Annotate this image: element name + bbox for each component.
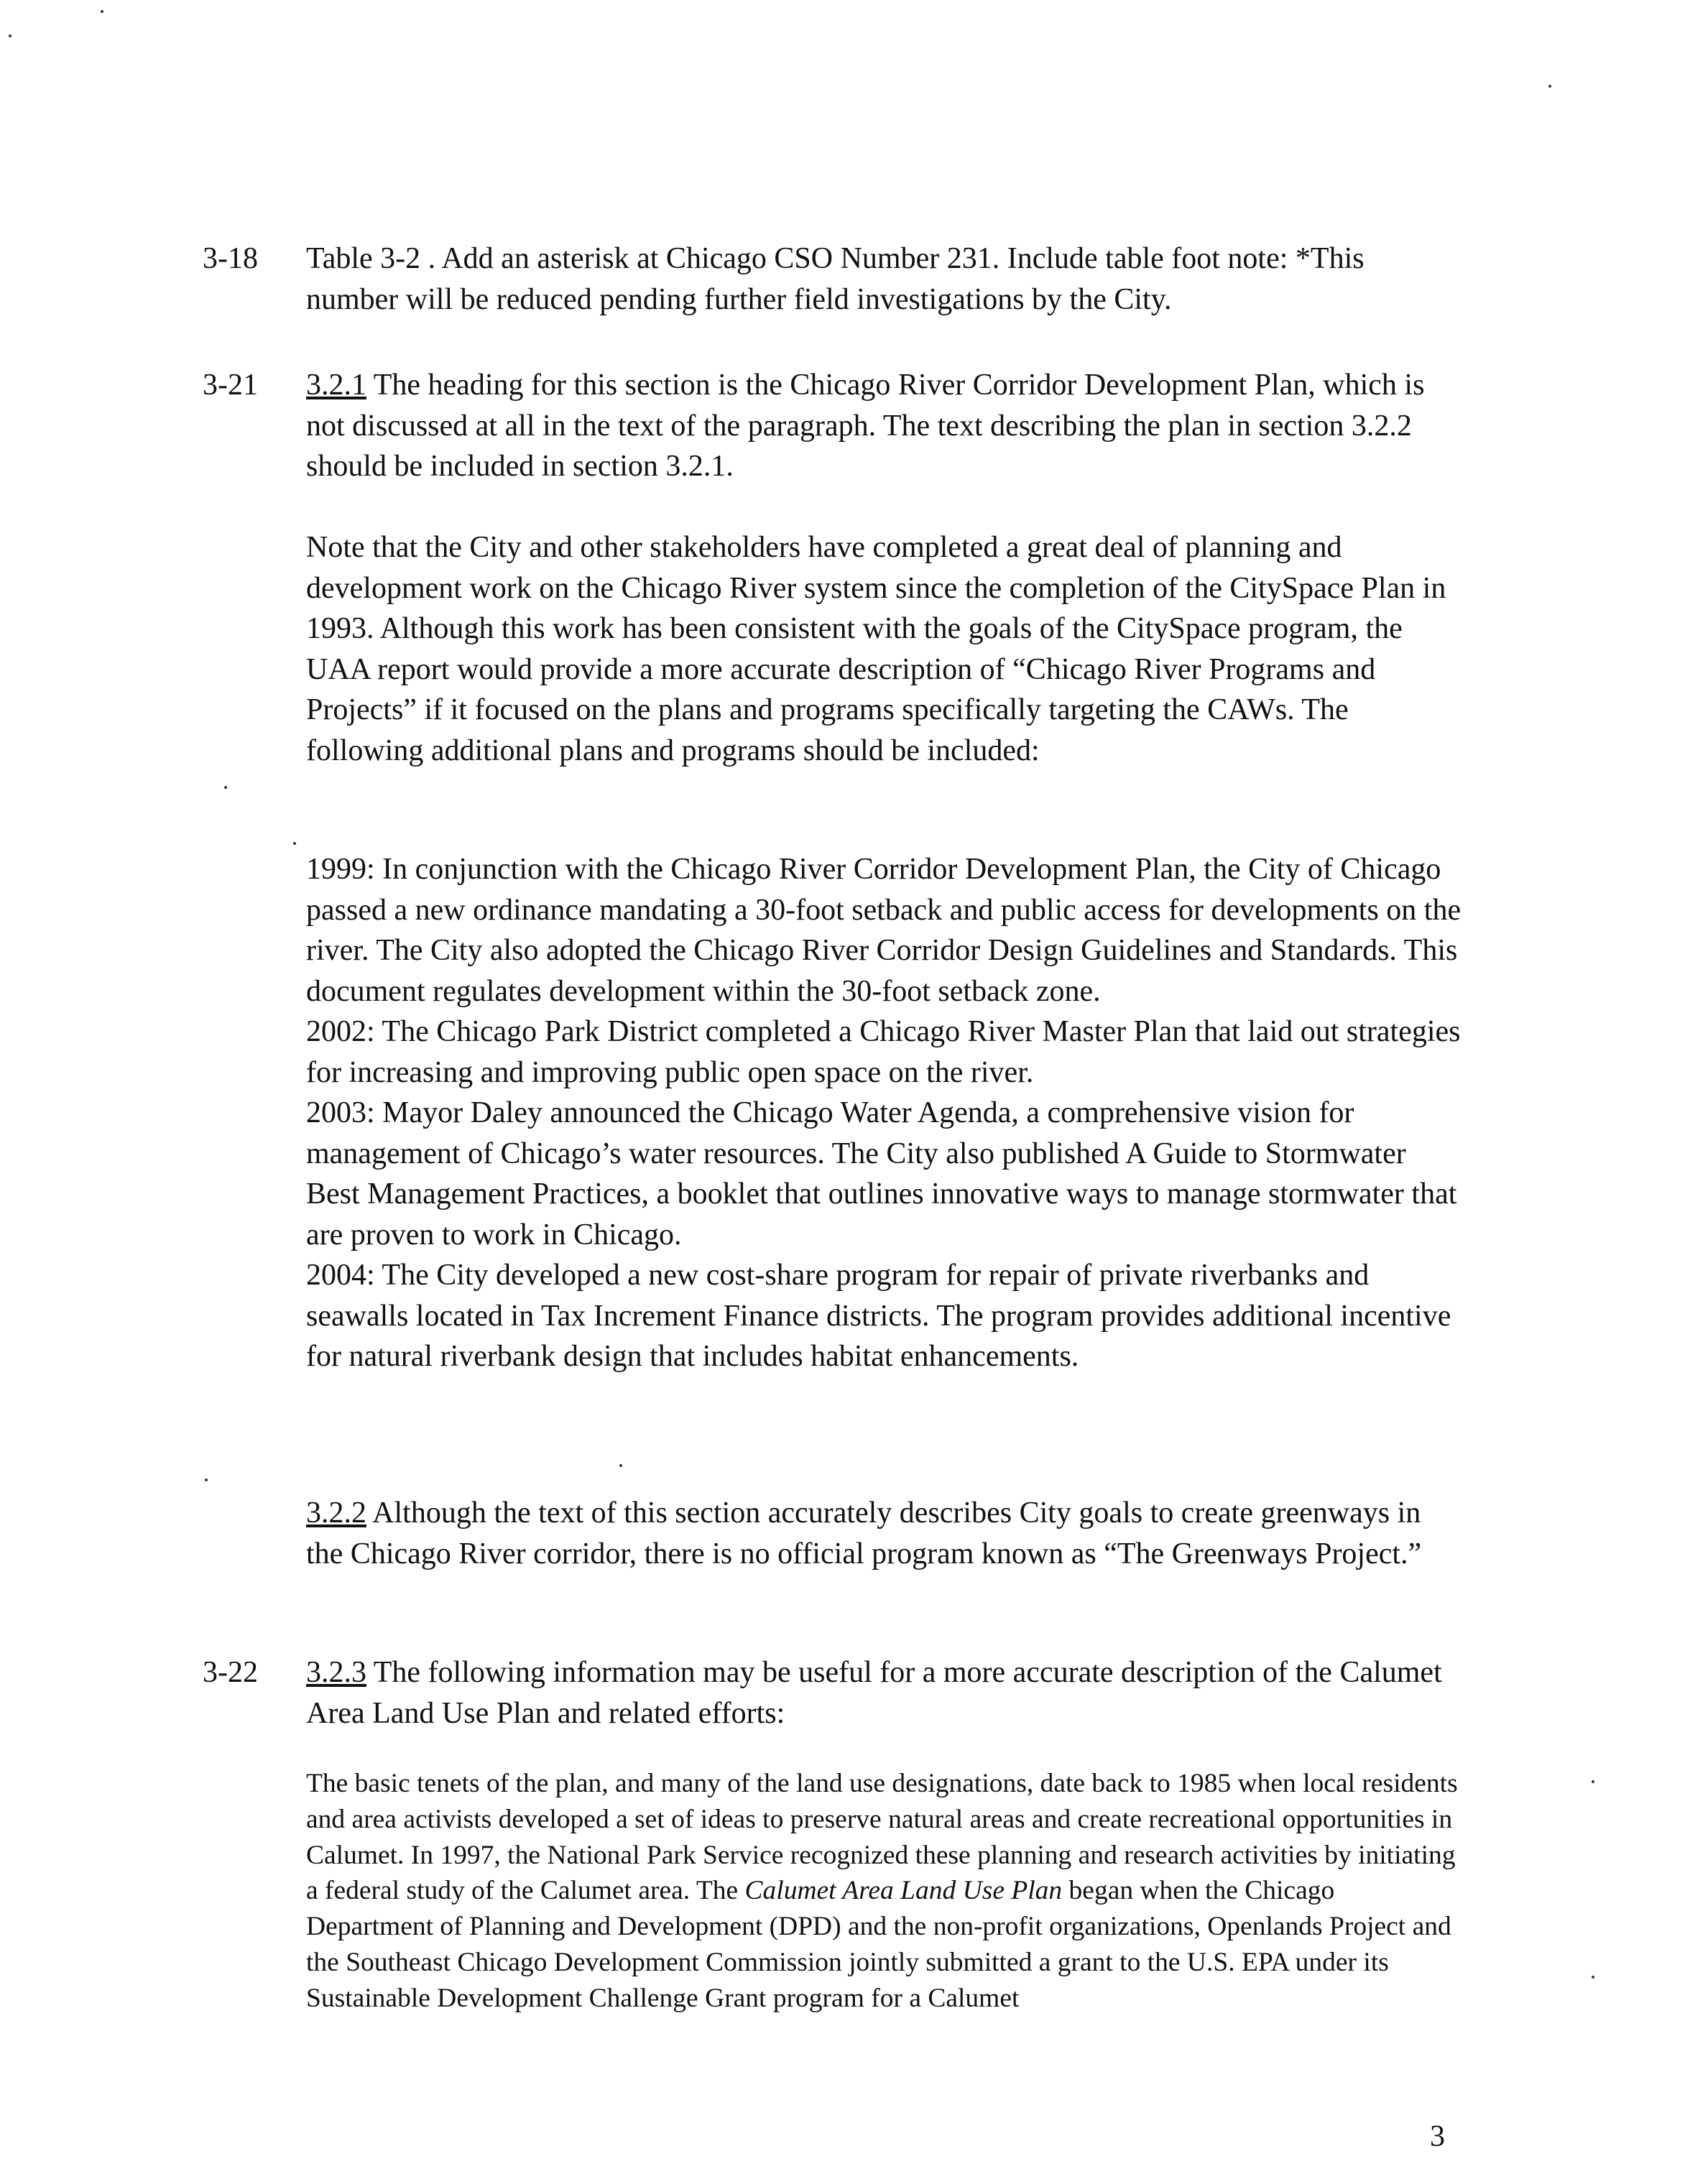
timeline-entry-2003: 2003: Mayor Daley announced the Chicago Water Agenda, a comprehensive vision for management of Chicago’s water resources. The City also published A Guide to Stormwater Best Management Practices, a booklet that outlines innovative ways to manage stormwater that are proven to work in Chicago.: [306, 1096, 1457, 1251]
section-3-2-3: [306, 1652, 1463, 1734]
section-ref-3-2-2: 3.2.2: [306, 1496, 366, 1530]
scan-speck: [205, 1479, 208, 1481]
note-paragraph: [306, 527, 1463, 771]
timeline-entry-2002: 2002: The Chicago Park District completed a Chicago River Master Plan that laid out strategies for increasing and improving public open space on the river.: [306, 1015, 1461, 1089]
note-text: Note that the City and other stakeholders have completed a great deal of planning and development work on the Chicago River system since the completion of the CitySpace Plan in 1993. Although this work has been consistent with the goals of the CitySpace program, the UAA report would provide a more accurate description of “Chicago River Programs and Projects” if it focused on the plans and programs specifically targeting the CAWs. The following additional plans and programs should be included:: [306, 531, 1446, 767]
comment-3-18: [306, 239, 1463, 320]
scan-speck: [619, 1464, 622, 1467]
page-ref-3-22: 3-22: [203, 1656, 258, 1689]
section-ref-3-2-3: 3.2.3: [306, 1656, 366, 1689]
scan-speck: [1592, 1976, 1594, 1979]
scan-speck: [1592, 1780, 1594, 1783]
scan-speck: [101, 10, 103, 13]
scan-speck: [1548, 85, 1551, 88]
page-ref-3-21: 3-21: [203, 369, 258, 402]
page-number: 3: [1430, 2120, 1445, 2153]
comment-text: Table 3-2 . Add an asterisk at Chicago CSO Number 231. Include table foot note: *This number will be reduced pending further field investigations by the City.: [306, 242, 1365, 316]
section-3-2-1: [306, 365, 1463, 487]
scan-speck: [9, 34, 11, 37]
calumet-text-part2: began when the Chicago Department of Planning and Development (DPD) and the non-profit organizations, Openlands Project and the Southeast Chicago Development Commission jointly submitted a grant to the U.S. EPA under its Sustainable Development Challenge Grant program for a Calumet: [306, 1876, 1451, 2013]
section-ref-3-2-1: 3.2.1: [306, 369, 366, 402]
timeline-entry-1999: 1999: In conjunction with the Chicago River Corridor Development Plan, the City of Chicago passed a new ordinance mandating a 30-foot setback and public access for developments on the river. The City also adopted the Chicago River Corridor Design Guidelines and Standards. This document regulates development within the 30-foot setback zone.: [306, 853, 1462, 1008]
section-3-2-2: [306, 1493, 1463, 1574]
section-3-2-1-text: The heading for this section is the Chicago River Corridor Development Plan, which is not discussed at all in the text of the paragraph. The text describing the plan in section 3.2.2 should be included in section 3.2.1.: [306, 369, 1425, 483]
page-ref-3-18: 3-18: [203, 242, 258, 275]
section-3-2-3-text: The following information may be useful for a more accurate description of the Calumet Area Land Use Plan and related efforts:: [306, 1656, 1442, 1730]
timeline-entry-2004: 2004: The City developed a new cost-share program for repair of private riverbanks and seawalls located in Tax Increment Finance districts. The program provides additional incentive for natural riverbank design that includes habitat enhancements.: [306, 1259, 1451, 1373]
calumet-text-part1: The basic tenets of the plan, and many of the land use designations, date back to 1985 when local residents and area activists developed a set of ideas to preserve natural areas and create recreational opportunities in Calumet. In 1997, the National Park Service recognized these planning and research activities by initiating a federal study of the Calumet area. The: [306, 1769, 1458, 1906]
scan-speck: [293, 842, 296, 845]
timeline-list: [306, 849, 1463, 1377]
calumet-paragraph: [306, 1766, 1463, 2017]
scan-speck: [224, 786, 227, 789]
calumet-plan-title: Calumet Area Land Use Plan: [744, 1876, 1063, 1906]
section-3-2-2-text: Although the text of this section accurately describes City goals to create greenways in the Chicago River corridor, there is no official program known as “The Greenways Project.”: [306, 1496, 1422, 1570]
